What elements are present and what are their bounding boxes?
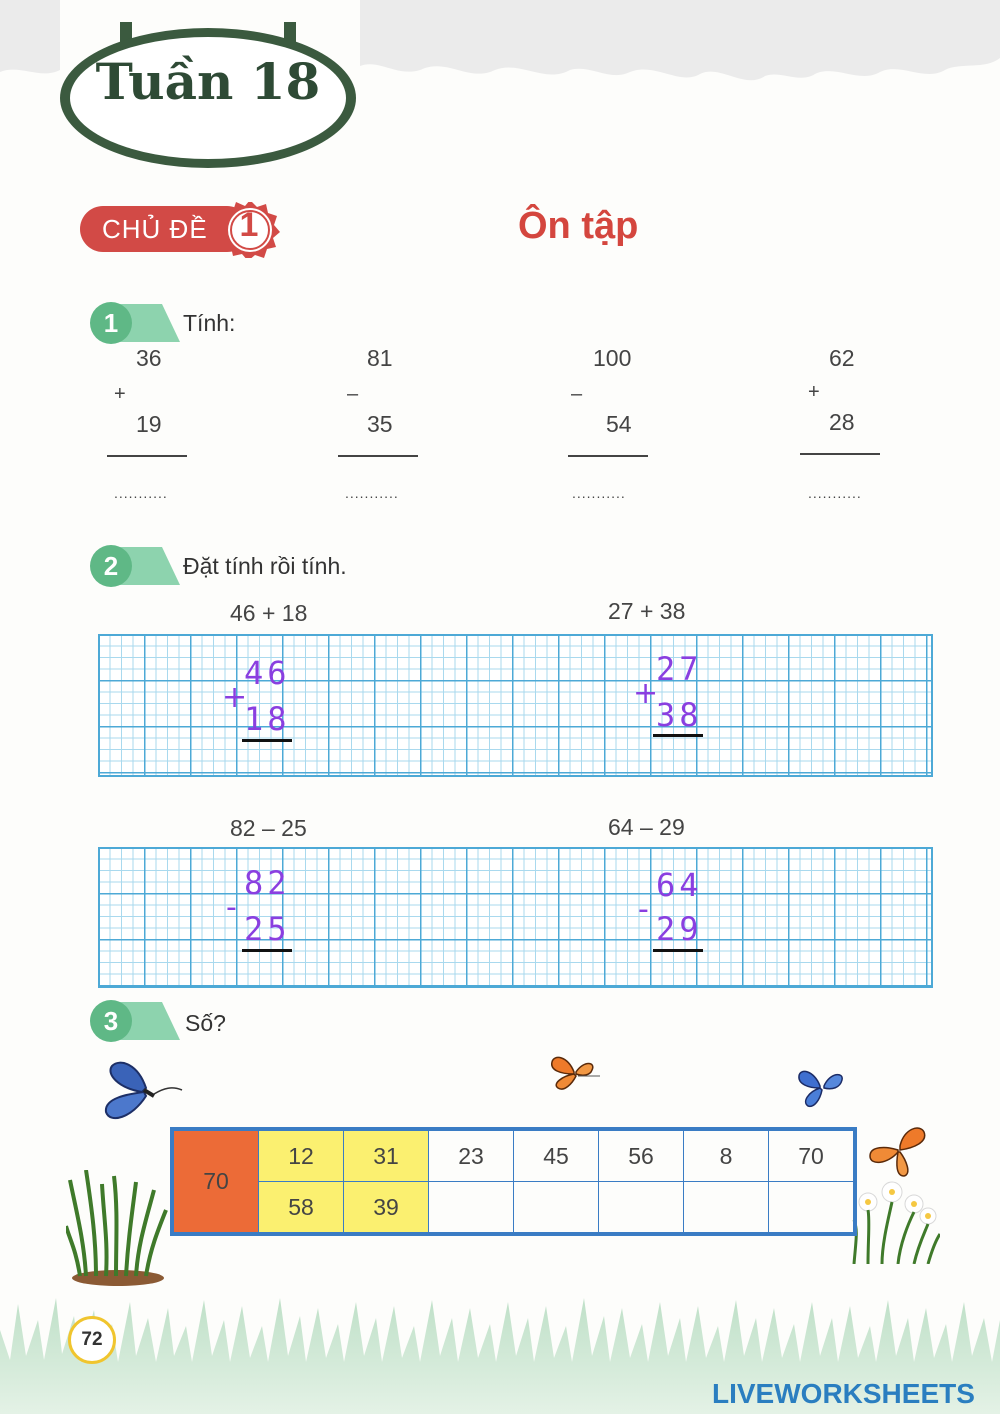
calc-bottom: 28	[829, 409, 855, 435]
week-title: Tuần 18	[95, 52, 321, 111]
calc-rule	[800, 453, 880, 455]
written-rule	[242, 949, 292, 952]
written-top: 27	[656, 650, 703, 688]
written-top: 64	[656, 866, 703, 904]
expression: 64 – 29	[608, 814, 685, 840]
answer-cell[interactable]	[684, 1182, 769, 1235]
calc-bottom: 19	[136, 411, 162, 437]
topic-label: CHỦ ĐỀ	[102, 214, 208, 244]
answer-cell[interactable]	[599, 1182, 684, 1235]
answer-cell[interactable]	[514, 1182, 599, 1235]
answer-cell[interactable]	[429, 1182, 514, 1235]
written-operator: +	[222, 680, 248, 715]
written-bottom: 25	[244, 910, 291, 948]
expression: 27 + 38	[608, 598, 686, 624]
exercise-2-number: 2	[103, 551, 119, 581]
table-cell: 58	[259, 1182, 344, 1235]
answer-blank[interactable]: ...........	[345, 485, 399, 501]
calc-operator: +	[114, 383, 126, 405]
calc-item	[104, 345, 224, 515]
calc-top: 100	[593, 345, 632, 371]
written-rule	[653, 734, 703, 737]
written-bottom: 38	[656, 696, 703, 734]
butterfly-icon	[866, 1124, 928, 1178]
calc-bottom: 35	[367, 411, 393, 437]
written-operator: +	[633, 676, 659, 711]
watermark-text: LIVEWORKSHEETS	[712, 1378, 975, 1409]
expression: 82 – 25	[230, 815, 307, 841]
table-cell: 39	[344, 1182, 429, 1235]
table-cell: 31	[344, 1129, 429, 1182]
grass-clump	[66, 1170, 170, 1286]
flowers-clump	[848, 1180, 940, 1264]
calc-rule	[568, 455, 648, 457]
calc-item	[566, 345, 686, 515]
answer-blank[interactable]: ...........	[808, 485, 862, 501]
written-top: 46	[244, 654, 291, 692]
table-head-cell: 70	[172, 1129, 259, 1234]
calc-bottom: 54	[606, 411, 632, 437]
table-cell: 70	[769, 1129, 856, 1182]
butterfly-icon	[98, 1058, 190, 1126]
written-operator: -	[226, 890, 237, 925]
exercise-2-instruction: Đặt tính rồi tính.	[183, 553, 347, 579]
written-bottom: 29	[656, 910, 703, 948]
calc-rule	[107, 455, 187, 457]
calc-item	[798, 345, 918, 515]
butterfly-icon	[548, 1054, 602, 1092]
exercise-1-number: 1	[103, 308, 119, 338]
answer-cell[interactable]	[769, 1182, 856, 1235]
table-cell: 12	[259, 1129, 344, 1182]
written-rule	[242, 739, 292, 742]
exercise-1-instruction: Tính:	[183, 310, 236, 336]
calc-operator: –	[347, 383, 359, 405]
topic-number: 1	[239, 206, 259, 244]
page-number: 72	[68, 1316, 116, 1364]
calc-rule	[338, 455, 418, 457]
exercise-3-instruction: Số?	[185, 1010, 226, 1036]
butterfly-icon	[796, 1064, 848, 1110]
exercise-3-number: 3	[103, 1006, 119, 1036]
grid-work-area[interactable]	[98, 847, 933, 988]
answer-blank[interactable]: ...........	[114, 485, 168, 501]
calc-top: 62	[829, 345, 855, 371]
answer-blank[interactable]: ...........	[572, 485, 626, 501]
calc-operator: –	[571, 383, 583, 405]
table-cell: 45	[514, 1129, 599, 1182]
calc-top: 36	[136, 345, 162, 371]
expression: 46 + 18	[230, 600, 308, 626]
written-operator: -	[638, 892, 649, 927]
calc-top: 81	[367, 345, 393, 371]
table-cell: 8	[684, 1129, 769, 1182]
calc-item	[335, 345, 455, 515]
written-bottom: 18	[244, 700, 291, 738]
written-top: 82	[244, 864, 291, 902]
number-table	[170, 1127, 857, 1236]
table-cell: 23	[429, 1129, 514, 1182]
lesson-title: Ôn tập	[518, 205, 639, 247]
table-cell: 56	[599, 1129, 684, 1182]
calc-operator: +	[808, 381, 820, 403]
written-rule	[653, 949, 703, 952]
